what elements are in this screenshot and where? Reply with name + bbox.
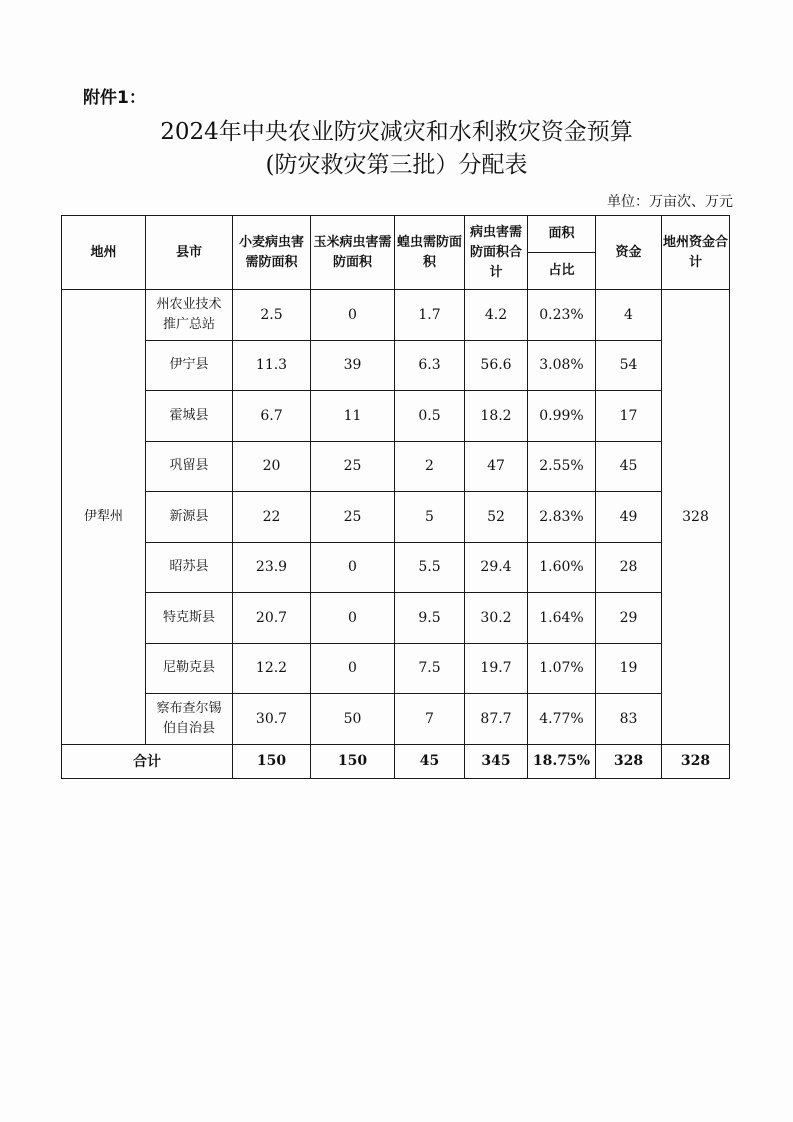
corn-cell: 11 bbox=[311, 391, 395, 442]
locust-cell: 5 bbox=[395, 492, 465, 543]
wheat-cell: 23.9 bbox=[233, 542, 311, 593]
share-cell: 4.77% bbox=[528, 694, 596, 745]
table-row bbox=[62, 441, 730, 492]
document-title-line1: 2024年中央农业防灾减灾和水利救灾资金预算 bbox=[160, 119, 633, 145]
header-county: 县市 bbox=[146, 216, 233, 290]
funds-cell: 29 bbox=[596, 593, 662, 644]
unit-note: 单位：万亩次、万元 bbox=[607, 194, 733, 210]
wheat-cell: 22 bbox=[233, 492, 311, 543]
share-cell: 3.08% bbox=[528, 340, 596, 391]
locust-cell: 6.3 bbox=[395, 340, 465, 391]
county-cell: 霍城县 bbox=[146, 391, 233, 442]
wheat-cell: 2.5 bbox=[233, 290, 311, 341]
locust-cell: 9.5 bbox=[395, 593, 465, 644]
total-label: 合计 bbox=[62, 744, 233, 778]
wheat-cell: 20.7 bbox=[233, 593, 311, 644]
funds-cell: 54 bbox=[596, 340, 662, 391]
table-row bbox=[62, 391, 730, 442]
document-title-line2: (防灾救灾第三批）分配表 bbox=[265, 152, 528, 178]
table-row bbox=[62, 593, 730, 644]
table-row bbox=[62, 542, 730, 593]
funds-cell: 17 bbox=[596, 391, 662, 442]
share-cell: 2.55% bbox=[528, 441, 596, 492]
header-row bbox=[62, 216, 730, 253]
header-area: 面积 bbox=[528, 216, 596, 253]
share-cell: 1.07% bbox=[528, 643, 596, 694]
corn-cell: 25 bbox=[311, 441, 395, 492]
total-area-cell: 18.2 bbox=[465, 391, 528, 442]
total-area-cell: 19.7 bbox=[465, 643, 528, 694]
corn-cell: 0 bbox=[311, 593, 395, 644]
wheat-cell: 12.2 bbox=[233, 643, 311, 694]
locust-cell: 0.5 bbox=[395, 391, 465, 442]
share-cell: 1.64% bbox=[528, 593, 596, 644]
corn-cell: 0 bbox=[311, 290, 395, 341]
header-wheat-area: 小麦病虫害需防面积 bbox=[233, 216, 311, 290]
locust-cell: 2 bbox=[395, 441, 465, 492]
total-area-cell: 87.7 bbox=[465, 694, 528, 745]
funds-cell: 45 bbox=[596, 441, 662, 492]
county-cell: 巩留县 bbox=[146, 441, 233, 492]
total-area-cell: 4.2 bbox=[465, 290, 528, 341]
total-area-cell: 30.2 bbox=[465, 593, 528, 644]
table-row bbox=[62, 340, 730, 391]
county-cell: 新源县 bbox=[146, 492, 233, 543]
header-funds: 资金 bbox=[596, 216, 662, 290]
funds-cell: 83 bbox=[596, 694, 662, 745]
wheat-cell: 20 bbox=[233, 441, 311, 492]
total-area-cell: 47 bbox=[465, 441, 528, 492]
header-locust-area: 蝗虫需防面积 bbox=[395, 216, 465, 290]
funds-cell: 4 bbox=[596, 290, 662, 341]
total-locust-cell: 45 bbox=[395, 744, 465, 778]
wheat-cell: 30.7 bbox=[233, 694, 311, 745]
county-cell: 昭苏县 bbox=[146, 542, 233, 593]
total-wheat-cell: 150 bbox=[233, 744, 311, 778]
corn-cell: 50 bbox=[311, 694, 395, 745]
allocation-table bbox=[61, 215, 730, 779]
wheat-cell: 6.7 bbox=[233, 391, 311, 442]
locust-cell: 7.5 bbox=[395, 643, 465, 694]
corn-cell: 0 bbox=[311, 643, 395, 694]
wheat-cell: 11.3 bbox=[233, 340, 311, 391]
county-cell: 特克斯县 bbox=[146, 593, 233, 644]
total-area-cell: 52 bbox=[465, 492, 528, 543]
locust-cell: 5.5 bbox=[395, 542, 465, 593]
table-row bbox=[62, 492, 730, 543]
total-area-cell: 29.4 bbox=[465, 542, 528, 593]
attachment-label: 附件1： bbox=[83, 88, 146, 108]
county-cell: 伊宁县 bbox=[146, 340, 233, 391]
prefecture-funds-cell: 328 bbox=[662, 290, 730, 745]
header-share: 占比 bbox=[528, 253, 596, 290]
header-prefecture: 地州 bbox=[62, 216, 146, 290]
header-prefecture-funds: 地州资金合计 bbox=[662, 216, 730, 290]
total-prefecture-funds-cell: 328 bbox=[662, 744, 730, 778]
total-funds-cell: 328 bbox=[596, 744, 662, 778]
header-total-area: 病虫害需防面积合计 bbox=[465, 216, 528, 290]
funds-cell: 49 bbox=[596, 492, 662, 543]
share-cell: 0.99% bbox=[528, 391, 596, 442]
total-area-cell: 56.6 bbox=[465, 340, 528, 391]
county-cell: 察布查尔锡伯自治县 bbox=[146, 694, 233, 745]
county-cell: 州农业技术推广总站 bbox=[146, 290, 233, 341]
funds-cell: 19 bbox=[596, 643, 662, 694]
corn-cell: 0 bbox=[311, 542, 395, 593]
share-cell: 2.83% bbox=[528, 492, 596, 543]
total-corn-cell: 150 bbox=[311, 744, 395, 778]
share-cell: 0.23% bbox=[528, 290, 596, 341]
header-corn-area: 玉米病虫害需防面积 bbox=[311, 216, 395, 290]
total-row bbox=[62, 744, 730, 778]
share-cell: 1.60% bbox=[528, 542, 596, 593]
county-cell: 尼勒克县 bbox=[146, 643, 233, 694]
locust-cell: 7 bbox=[395, 694, 465, 745]
total-area-sum-cell: 345 bbox=[465, 744, 528, 778]
locust-cell: 1.7 bbox=[395, 290, 465, 341]
table-row bbox=[62, 290, 730, 341]
table-row bbox=[62, 694, 730, 745]
table-row bbox=[62, 643, 730, 694]
corn-cell: 39 bbox=[311, 340, 395, 391]
prefecture-cell: 伊犁州 bbox=[62, 290, 146, 745]
funds-cell: 28 bbox=[596, 542, 662, 593]
corn-cell: 25 bbox=[311, 492, 395, 543]
total-share-cell: 18.75% bbox=[528, 744, 596, 778]
